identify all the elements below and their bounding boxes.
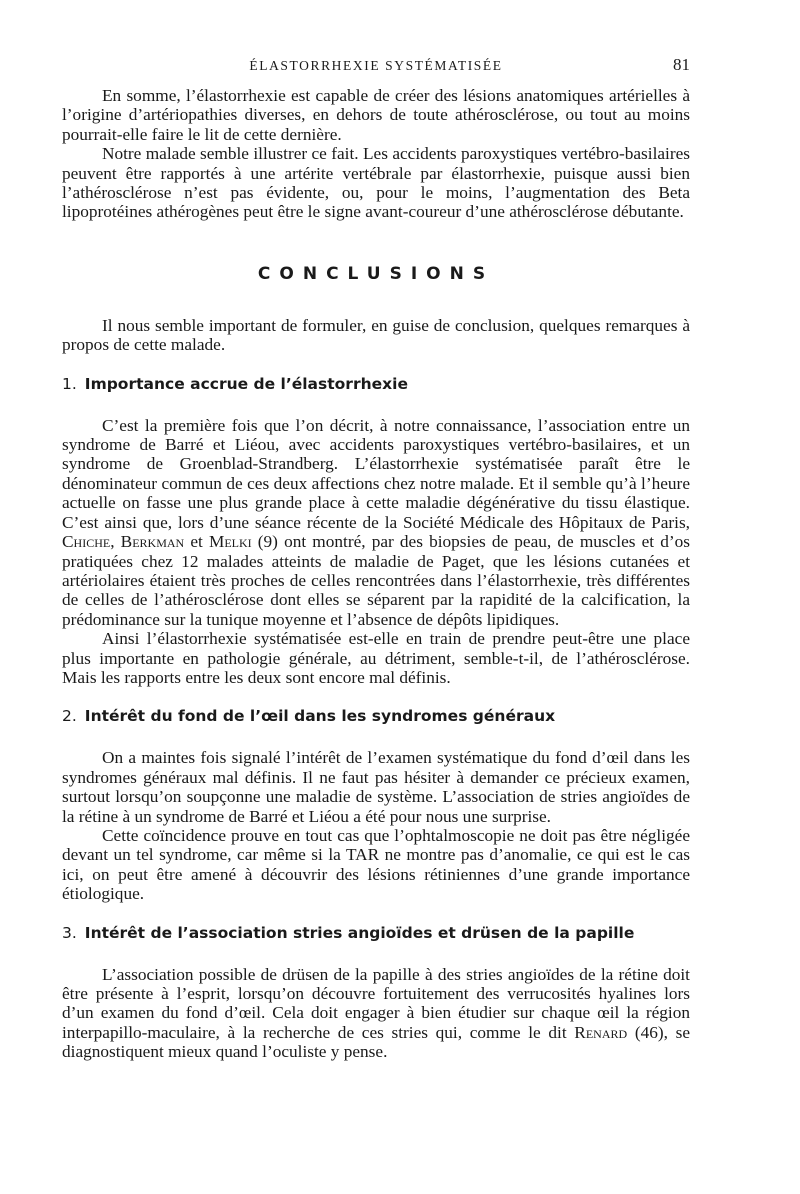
section-1-paragraph-1: [62, 416, 690, 629]
section-1-text-b: (9) ont montré, par des biopsies de peau, de muscles et d’os pratiquées chez 12 malades atteints de maladie de Paget, que les lésions cutanées et artériolaires étaient très proches de celles rencontrées dans l’élastorrhexie, très différentes de celles de l’athérosclérose dont elles se séparent par la rapidité de la calcification, la prédominance sur la tunique moyenne et l’absence de dépôts lipidiques.: [62, 532, 690, 629]
conclusions-intro: Il nous semble important de formuler, en guise de conclusion, quelques remarques à propos de cette malade.: [62, 315, 690, 355]
author-melki: Melki: [208, 532, 252, 552]
running-head: [62, 52, 690, 86]
author-berkman: Berkman: [120, 532, 185, 552]
section-3-title: Intérêt de l’association stries angioïdes et drüsen de la papille: [84, 923, 635, 942]
section-1-text-a: C’est la première fois que l’on décrit, à notre connaissance, l’association entre un syndrome de Barré et Liéou, avec accidents paroxystiques vertébro-basilaires, et un syndrome de Groenblad-Strandberg. L’élastorrhexie systématisée paraît être le dénominateur commun de ces deux affections chez notre malade. Et il semble qu’à l’heure actuelle on fasse une plus grande place à cette maladie dégénérative du tissu élastique. C’est ainsi que, lors d’une séance récente de la Société Médicale des Hôpitaux de Paris,: [62, 415, 690, 532]
section-3-text-b: (46), se diagnostiquent mieux quand l’oculiste y pense.: [62, 1022, 690, 1062]
section-2-paragraph-1: On a maintes fois signalé l’intérêt de l’examen systématique du fond d’œil dans les syndromes généraux mal définis. Il ne faut pas hésiter à demander ce précieux examen, surtout lorsqu’on soupçonne une maladie de système. L’association de stries angioïdes de la rétine à un syndrome de Barré et Liéou a été pour nous une surprise.: [62, 748, 690, 826]
section-1-heading: [62, 375, 690, 394]
document-page: [62, 52, 690, 1062]
intro-paragraph-1: En somme, l’élastorrhexie est capable de créer des lésions anatomiques artérielles à l’origine d’artériopathies diverses, en dehors de toute athérosclérose, ou tout au moins pourrait-elle faire le lit de cette dernière.: [62, 86, 690, 144]
section-2-heading: [62, 707, 690, 726]
section-3-paragraph-1: [62, 965, 690, 1062]
section-2-title: Intérêt du fond de l’œil dans les syndromes généraux: [84, 707, 556, 726]
section-2-paragraph-2: Cette coïncidence prouve en tout cas que l’ophtalmoscopie ne doit pas être négligée devant un tel syndrome, car même si la TAR ne montre pas d’anomalie, ce qui est le cas ici, on peut être amené à découvrir des lésions rétiniennes d’une grande importance étiologique.: [62, 825, 690, 904]
running-title: ÉLASTORRHEXIE SYSTÉMATISÉE: [249, 58, 503, 73]
section-3-number: 3.: [62, 923, 77, 942]
section-1-number: 1.: [62, 374, 77, 393]
author-separator-2: et: [184, 532, 209, 552]
section-1-title: Importance accrue de l’élastorrhexie: [84, 374, 408, 393]
author-renard: Renard: [574, 1022, 628, 1042]
section-2-number: 2.: [62, 707, 77, 726]
section-3-heading: [62, 924, 690, 943]
section-1-paragraph-2: Ainsi l’élastorrhexie systématisée est-elle en train de prendre peut-être une place plus importante en pathologie générale, au détriment, semble-t-il, de l’athérosclérose. Mais les rapports entre les deux sont encore mal définis.: [62, 629, 690, 687]
author-chiche: Chiche: [62, 532, 111, 552]
intro-paragraph-2: Notre malade semble illustrer ce fait. Les accidents paroxystiques vertébro-basilaires peuvent être rapportés à une artérite vertébrale par élastorrhexie, puisque aussi bien l’athérosclérose n’est pas évidente, ou, pour le moins, l’augmentation des Beta lipoprotéines athérogènes peut être le signe avant-coureur d’une athérosclérose débutante.: [62, 144, 690, 222]
page-number: 81: [673, 55, 690, 74]
author-separator-1: ,: [110, 532, 121, 552]
section-3-text-a: L’association possible de drüsen de la papille à des stries angioïdes de la rétine doit être présente à l’esprit, lorsqu’on découvre fortuitement des verrucosités hyalines lors d’un examen du fond d’œil. Cela doit engager à bien étudier sur chaque œil la région interpapillo-maculaire, à la recherche de ces stries qui, comme le dit: [62, 964, 690, 1042]
conclusions-heading: CONCLUSIONS: [257, 263, 495, 284]
